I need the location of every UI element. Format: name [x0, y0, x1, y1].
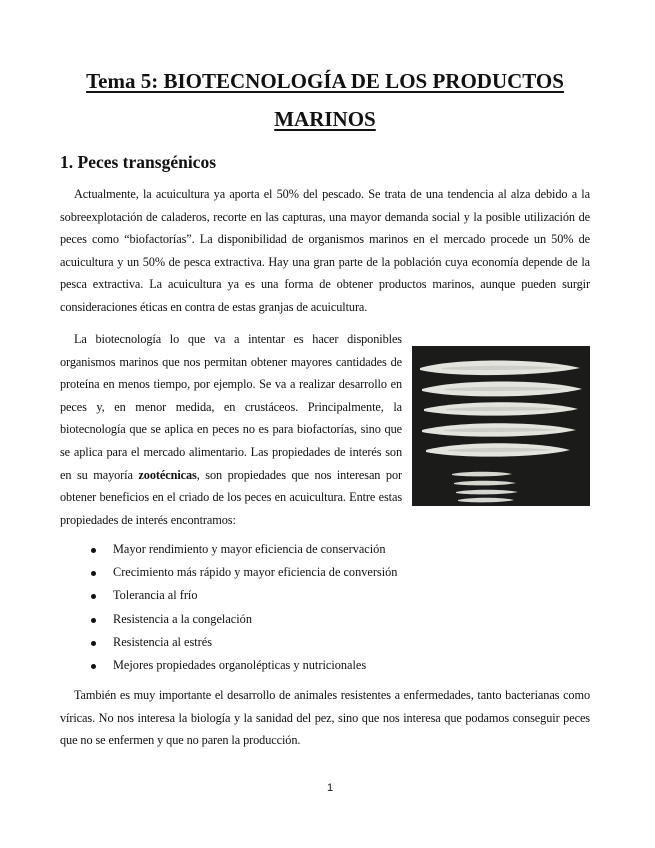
list-item-text: Tolerancia al frío [113, 588, 198, 603]
paragraph-disease-resistance: También es muy importante el desarrollo de animales resistentes a enfermedades, tanto bacterianas como víricas. No nos interesa la biología y la sanidad del pez, sino que nos interesa que podamos conseguir peces que no se enfermen y que no paren la producción. [60, 688, 590, 748]
paragraph-biotech-part2: , son propiedades que nos interesan por obtener beneficios en el criado de los peces en acuicultura. Entre estas propiedades de interés encontramos: [60, 467, 402, 527]
paragraph-biotech-part1: La biotecnología lo que va a intentar es hacer disponibles organismos marinos que nos permitan obtener mayores cantidades de proteína en menos tiempo, por ejemplo. Se va a realizar desarrollo en peces y, en menor medida, en crustáceos. Principalmente, la biotecnología que se aplica en peces no es para biofactorías, sino que se aplica para el mercado alimentario. Las propiedades de interés son en su mayoría [60, 332, 402, 482]
list-item [90, 608, 570, 631]
list-item [90, 654, 570, 677]
page-number: 1 [326, 782, 334, 794]
properties-list [90, 538, 570, 677]
bullet-icon [91, 641, 96, 646]
list-item-text: Crecimiento más rápido y mayor eficiencia de conversión [113, 565, 398, 580]
title-line-2: MARINOS [274, 107, 376, 131]
fish-illustration [412, 346, 590, 506]
paragraph-with-figure [60, 328, 590, 531]
list-item-text: Resistencia al estrés [113, 634, 213, 649]
bullet-icon [91, 548, 96, 553]
bullet-icon [91, 664, 96, 669]
paragraph-intro: Actualmente, la acuicultura ya aporta el 50% del pescado. Se trata de una tendencia al alza debido a la sobreexplotación de caladeros, recorte en las capturas, una mayor demanda social y la posible utilización de peces como “biofactorías”. La disponibilidad de organismos marinos en el mercado procede un 50% de acuicultura y un 50% de pesca extractiva. Hay una gran parte de la población cuya economía depende de la pesca extractiva. La acuicultura ya es una forma de obtener productos marinos, aunque pueden surgir consideraciones éticas en contra de estas granjas de acuicultura. [60, 187, 590, 314]
list-item [90, 631, 570, 654]
transgenic-fish-photo [412, 346, 590, 506]
bullet-icon [91, 594, 96, 599]
bullet-icon [91, 618, 96, 623]
section-heading: 1. Peces transgénicos [60, 152, 217, 172]
title-line-1: Tema 5: BIOTECNOLOGÍA DE LOS PRODUCTOS [86, 69, 564, 93]
document-page [60, 0, 590, 848]
list-item [90, 584, 570, 607]
list-item-text: Mejores propiedades organolépticas y nutricionales [113, 658, 367, 673]
list-item-text: Resistencia a la congelación [113, 611, 252, 626]
list-item [90, 561, 570, 584]
list-item [90, 538, 570, 561]
document-title [60, 62, 590, 138]
bullet-icon [91, 571, 96, 576]
list-item-text: Mayor rendimiento y mayor eficiencia de conservación [113, 542, 386, 556]
bold-term-zootecnicas: zootécnicas [138, 467, 197, 482]
